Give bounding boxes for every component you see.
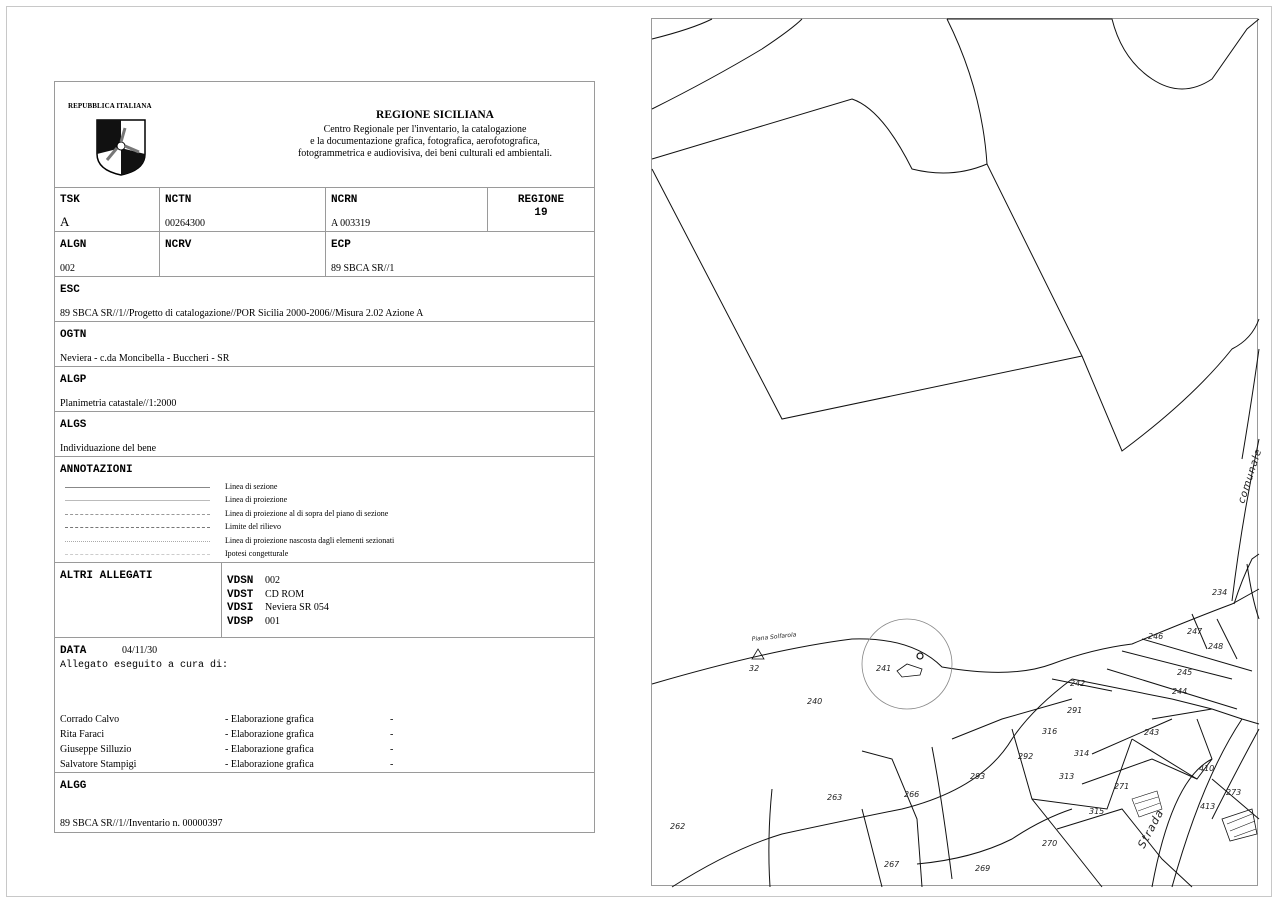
field-value: 89 SBCA SR//1 [331,263,395,274]
sicily-emblem-icon [95,118,147,176]
person-role: - Elaborazione grafica [225,714,314,725]
parcel-label: 32 [749,664,760,673]
parcel-label: 248 [1208,642,1224,651]
region-subtitle-line: Centro Regionale per l'inventario, la catalogazione [323,124,527,135]
parcel-label: 314 [1074,749,1090,758]
person-row [60,712,393,727]
field-value: Neviera - c.da Moncibella - Buccheri - SR [60,353,230,364]
person-row [60,727,393,742]
parcel-label: 293 [970,772,986,781]
parcel-label: 315 [1089,807,1105,816]
person-role: - Elaborazione grafica [225,744,314,755]
legend-text: Linea di proiezione [225,495,288,504]
cell-ecp [326,232,594,276]
person-name: Rita Faraci [60,729,105,740]
cell-ncrv [160,232,326,276]
person-role: - Elaborazione grafica [225,729,314,740]
field-value: 002 [265,575,280,586]
parcel-label: 242 [1070,679,1086,688]
legend-line-dashed [65,554,210,555]
field-value: 002 [60,263,75,274]
field-code: DATA [60,645,87,657]
region-title: REGIONE SICILIANA [376,109,494,121]
field-code: ALTRI ALLEGATI [60,570,153,582]
cell-tsk [55,187,160,231]
legend-line-dotted [65,541,210,542]
legend-line-thin [65,500,210,501]
vds-item [227,584,329,601]
field-code: VDST [227,588,254,601]
field-value: Planimetria catastale//1:2000 [60,398,177,409]
parcel-label: 262 [670,822,686,831]
row-altri-allegati [55,563,594,638]
field-value: 00264300 [165,218,205,229]
parcel-label: 413 [1200,802,1216,811]
cura-label: Allegato eseguito a cura di: [60,660,229,671]
parcel-label: 246 [1148,632,1164,641]
vds-item [227,597,329,614]
row-annotazioni [55,457,594,563]
row-ogtn [55,322,594,367]
field-code: ECP [331,239,351,251]
legend-line-dashed [65,514,210,515]
field-code: VDSP [227,615,254,628]
parcel-label: 244 [1172,687,1188,696]
legend-text: Linea di sezione [225,482,278,491]
parcel-label: 292 [1018,752,1034,761]
field-value: Individuazione del bene [60,443,157,454]
cadastral-map [651,18,1265,886]
person-row [60,757,393,772]
cell-ncrn [326,187,488,231]
legend-line-dashed [65,527,210,528]
cell-nctn [160,187,326,231]
parcel-label: 241 [876,664,892,673]
republic-label: REPUBBLICA ITALIANA [68,102,152,110]
field-code: ALGP [60,374,87,386]
legend-text: Linea di proiezione nascosta dagli elementi sezionati [225,536,395,545]
parcel-label: 267 [884,860,900,869]
parcel-label: 273 [1226,788,1242,797]
field-value: A [60,214,70,229]
field-value: 001 [265,615,280,627]
field-value: A 003319 [331,218,371,229]
field-code: OGTN [60,329,87,341]
person-role: - Elaborazione grafica [225,759,314,770]
region-subtitle-line: e la documentazione grafica, fotografica, aerofotografica, [310,136,540,147]
field-code: VDSI [227,602,254,614]
person-name: Giuseppe Silluzio [60,744,132,755]
field-code: ALGG [60,780,87,792]
catalog-card [54,81,595,833]
field-value: Neviera SR 054 [265,602,329,613]
legend-line-solid [65,487,210,488]
field-code: ALGN [60,239,87,251]
map-drawing [652,19,1265,887]
row-algn [55,232,594,277]
cell-altri-label [55,563,222,637]
row-data [55,638,594,773]
region-subtitle-line: fotogrammetrica e audiovisiva, dei beni culturali ed ambientali. [297,148,553,159]
legend-text: Ipotesi congetturale [225,549,289,558]
field-code: NCRV [165,239,192,251]
parcel-label: 313 [1059,772,1075,781]
field-value: 89 SBCA SR//1//Inventario n. 00000397 [60,818,223,829]
field-code: ANNOTAZIONI [60,464,133,476]
field-code: NCRN [331,194,358,206]
legend-text: Limite del rilievo [225,522,281,531]
field-code: ALGS [60,419,87,431]
handwritten-label: Piana Solfarola [751,631,797,643]
row-esc [55,277,594,322]
neviera-marker-icon [917,653,923,659]
vds-item [227,570,329,587]
parcel-label: 291 [1067,706,1083,715]
road-label: Strada [1135,806,1167,851]
parcel-label: 243 [1144,728,1160,737]
parcel-label: 234 [1212,588,1228,597]
parcel-label: 245 [1177,668,1193,677]
person-extra: - [390,729,394,740]
date-value: 04/11/30 [122,645,158,656]
field-code: NCTN [165,194,192,206]
person-name: Salvatore Stampigi [60,759,137,770]
field-value: CD ROM [265,588,305,600]
person-extra: - [390,744,394,755]
field-code: ESC [60,284,80,296]
card-header [55,82,594,188]
parcel-label: 410 [1199,764,1215,773]
parcel-label: 316 [1042,727,1058,736]
person-extra: - [390,759,394,770]
parcel-label: 270 [1042,839,1058,848]
row-algg [55,773,594,832]
region-subtitle [275,124,575,160]
parcel-label: 263 [827,793,843,802]
road-label: comunale [1236,447,1265,505]
row-algs [55,412,594,457]
field-value: 19 [534,207,548,219]
people-list [60,712,393,772]
person-row [60,742,393,757]
vds-list [227,570,329,628]
person-extra: - [390,714,394,725]
field-code: REGIONE [517,194,565,206]
field-code: VDSN [227,575,254,587]
parcel-label: 269 [975,864,991,873]
row-tsk [55,187,594,232]
parcel-label: 240 [807,697,823,706]
legend-text: Linea di proiezione al di sopra del piano di sezione [225,509,389,518]
cell-regione [488,187,594,231]
parcel-label: 271 [1114,782,1130,791]
cell-algn [55,232,160,276]
row-algp [55,367,594,412]
field-value: 89 SBCA SR//1//Progetto di catalogazione//POR Sicilia 2000-2006//Misura 2.02 Azione A [60,308,424,319]
person-name: Corrado Calvo [60,714,120,725]
field-code: TSK [60,194,80,206]
parcel-label: 247 [1187,627,1203,636]
parcel-label: 266 [904,790,920,799]
